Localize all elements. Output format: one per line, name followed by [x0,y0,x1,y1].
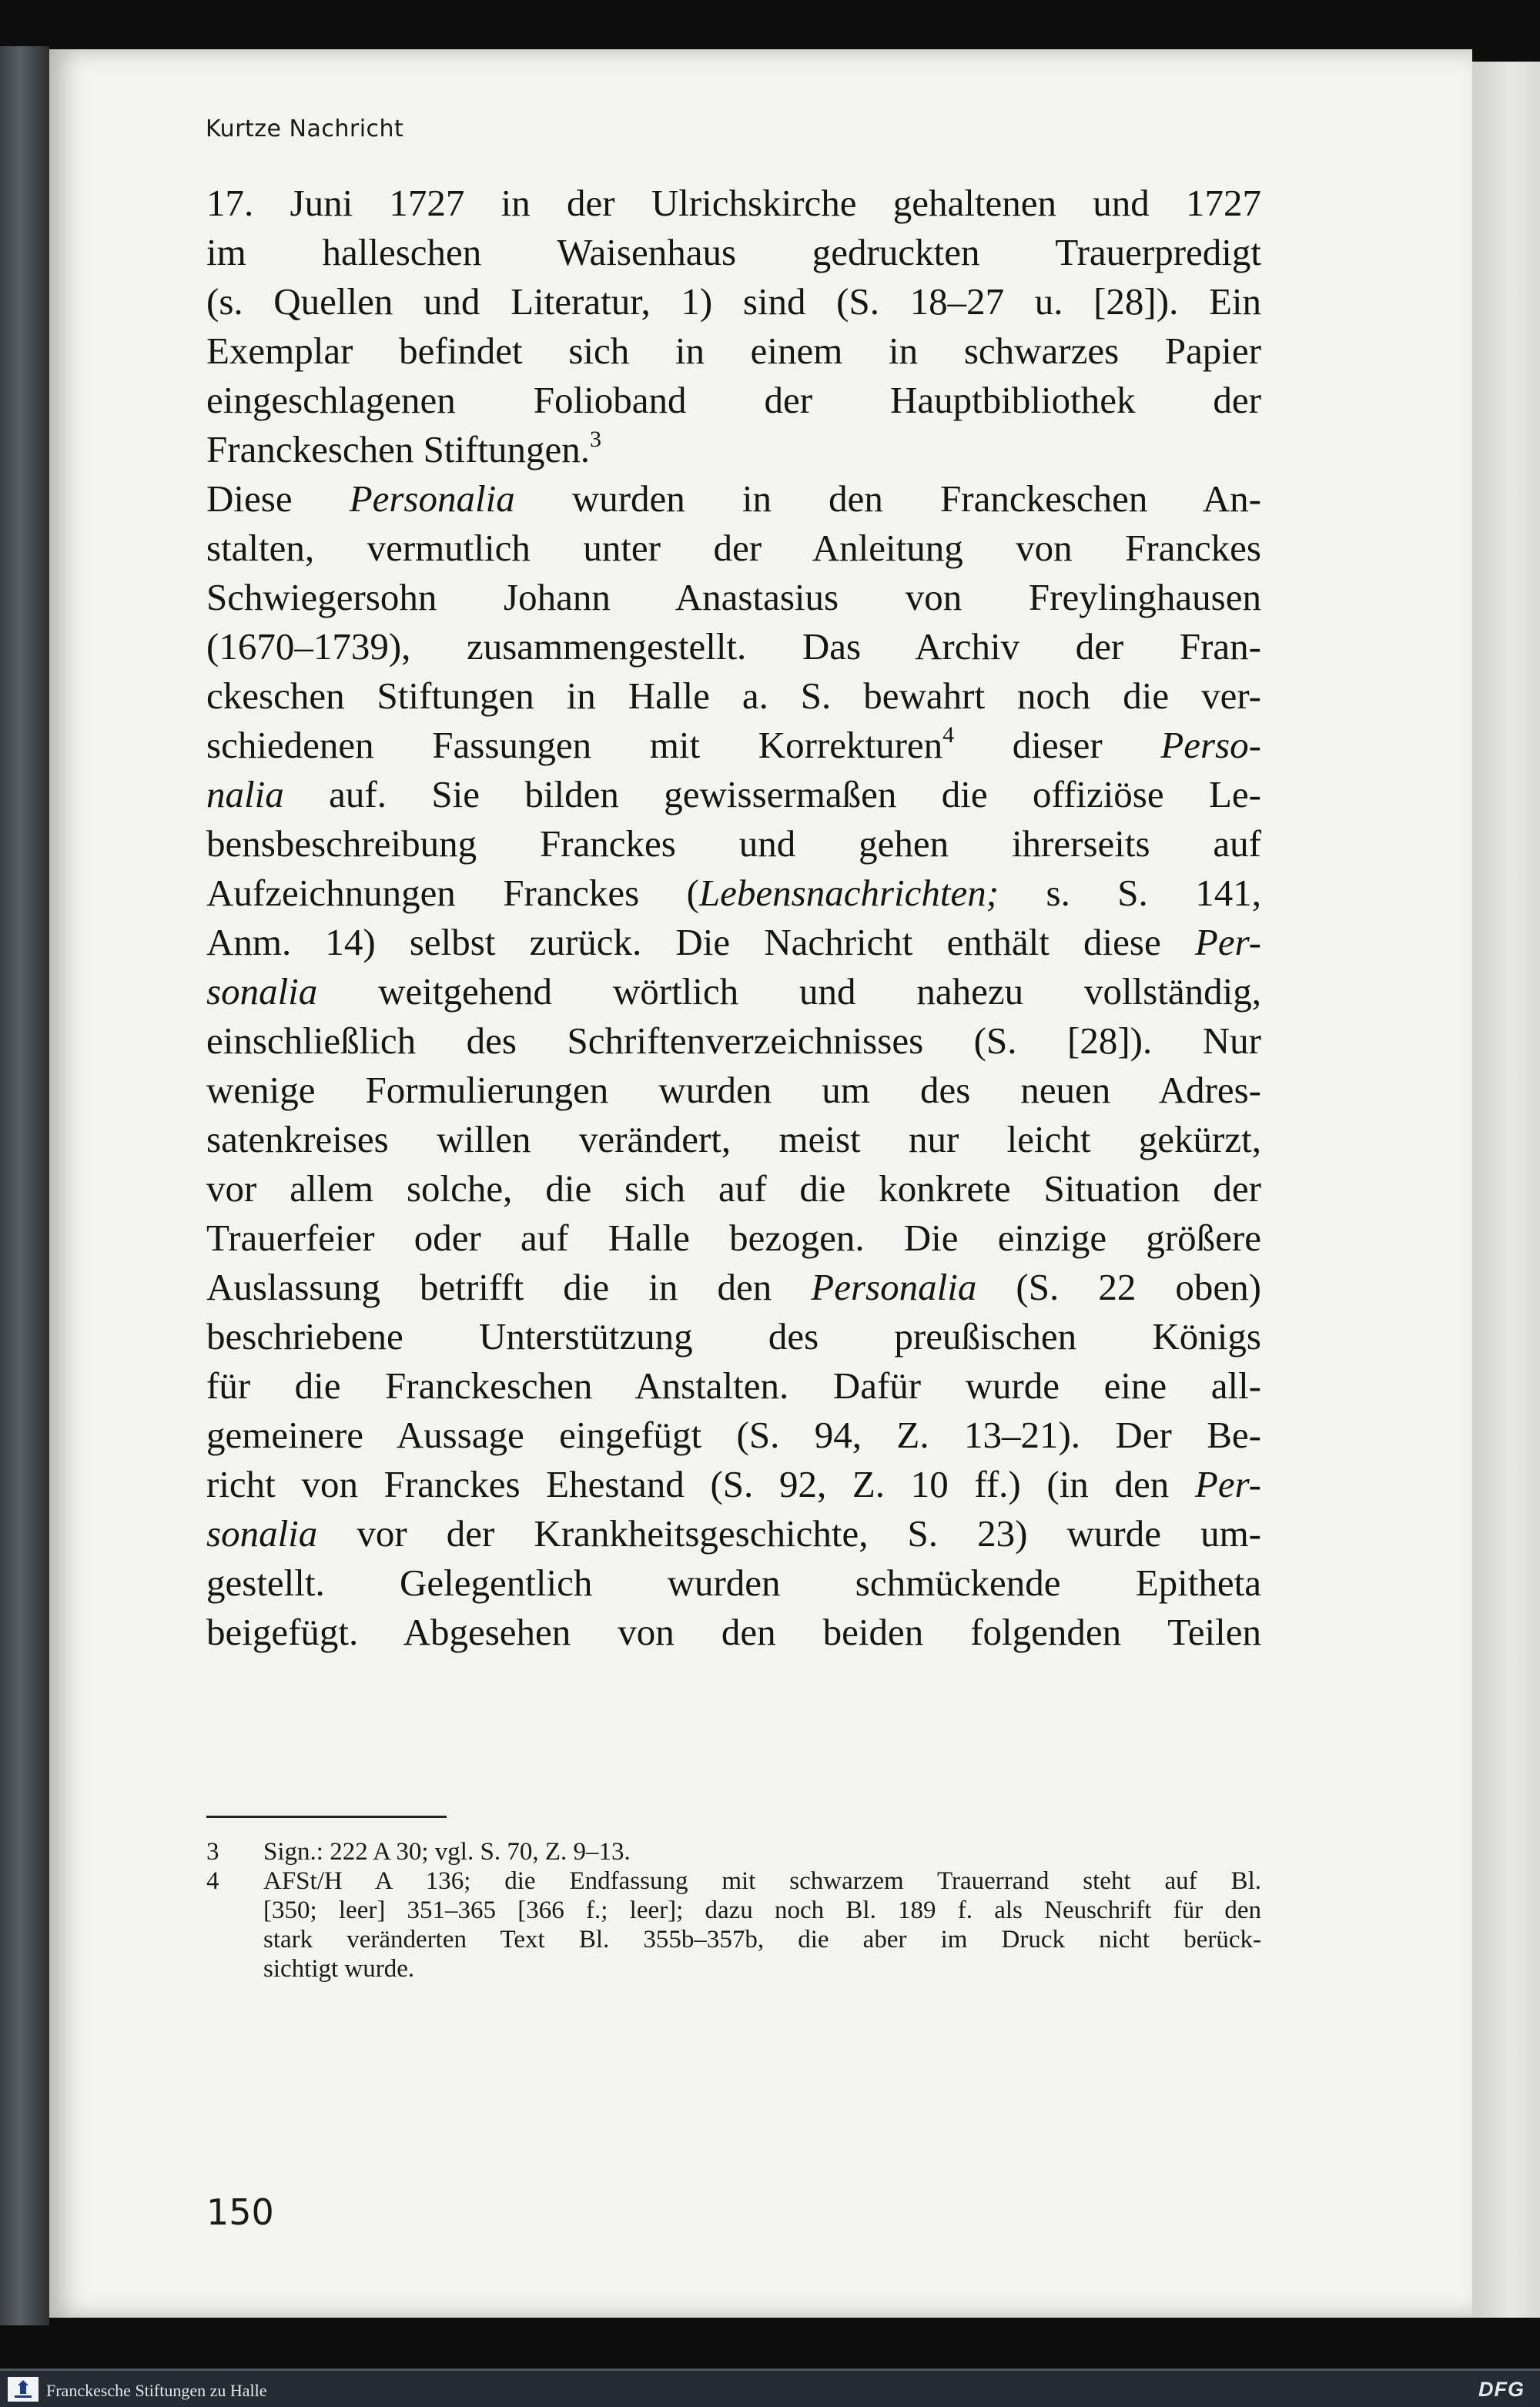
text-line [206,1411,1261,1460]
footnote [206,1866,1261,1984]
text-segment: Aufzeichnungen Franckes ( [206,872,699,914]
text-segment: schiedenen Fassungen mit Korrekturen [206,724,943,766]
text-segment: dieser [954,724,1161,766]
text-segment: beschriebene Unterstützung des preußischen Königs [206,1315,1261,1357]
text-segment: beigefügt. Abgesehen von den beiden folgenden Teilen [206,1611,1261,1653]
text-segment: im halleschen Waisenhaus gedruckten Trauerpredigt [206,231,1261,273]
footnote-line: AFSt/H A 136; die Endfassung mit schwarzem Trauerrand steht auf Bl. [263,1867,1261,1895]
text-segment: (S. 22 oben) [976,1266,1261,1308]
text-segment: wenige Formulierungen wurden um des neuen Adres- [206,1069,1261,1111]
page-number: 150 [206,2191,274,2233]
italic-term: sonalia [206,1512,318,1555]
text-segment: Schwiegersohn Johann Anastasius von Freylinghausen [206,576,1261,618]
text-line [206,622,1261,671]
footnote-rule [206,1816,447,1818]
text-line [206,1066,1261,1115]
text-line [206,1361,1261,1411]
footnote [206,1837,1261,1866]
text-line [206,721,1261,770]
text-line [206,1558,1261,1608]
text-line [206,228,1261,277]
text-line [206,376,1261,425]
running-head: Kurtze Nachricht [206,115,404,142]
text-line [206,524,1261,573]
footnotes [206,1837,1261,1984]
text-line [206,1164,1261,1214]
footnote-line: sichtigt wurde. [263,1955,415,1983]
text-line [206,869,1261,918]
text-line [206,474,1261,524]
text-line [206,277,1261,326]
text-line [206,1509,1261,1558]
text-line [206,1460,1261,1509]
text-segment: wurden in den Franckeschen An- [514,477,1261,520]
text-segment: satenkreises willen verändert, meist nur leicht gekürzt, [206,1118,1261,1160]
book-spine-edge [0,46,49,2325]
viewer-footer-bar [0,2369,1540,2407]
text-line [206,918,1261,967]
text-line [206,1263,1261,1312]
text-segment: auf. Sie bilden gewissermaßen die offiziöse Le- [283,773,1261,815]
text-segment: s. S. 141, [999,872,1261,914]
adjacent-page-edge [1472,62,1540,2318]
institution-logo-icon [8,2377,38,2402]
institution-name: Franckesche Stiftungen zu Halle [46,2381,267,2400]
footnote-text [263,1866,1261,1984]
text-line [206,819,1261,869]
italic-term: Per- [1194,921,1261,963]
text-line [206,770,1261,819]
text-segment: Trauerfeier oder auf Halle bezogen. Die einzige größere [206,1217,1261,1259]
footnote-line: stark veränderten Text Bl. 355b–357b, die aber im Druck nicht berück- [263,1926,1261,1953]
text-segment: Diese [206,477,350,520]
text-line [206,1608,1261,1657]
text-line [206,425,1261,474]
italic-term: Lebensnachrichten; [698,872,999,914]
text-line [206,179,1261,228]
text-segment: weitgehend wörtlich und nahezu vollständig, [317,970,1261,1013]
text-segment: 17. Juni 1727 in der Ulrichskirche gehaltenen und 1727 [206,182,1261,224]
italic-term: Personalia [349,477,515,520]
italic-term: Perso- [1160,724,1261,766]
text-segment: (1670–1739), zusammengestellt. Das Archiv der Fran- [206,625,1261,668]
text-segment: bensbeschreibung Franckes und gehen ihrerseits auf [206,822,1261,865]
text-segment: einschließlich des Schriftenverzeichnisses (S. [28]). Nur [206,1019,1261,1062]
italic-term: Personalia [811,1266,977,1308]
italic-term: sonalia [206,970,318,1013]
text-segment: Exemplar befindet sich in einem in schwarzes Papier [206,330,1261,372]
footnote-line: [350; leer] 351–365 [366 f.; leer]; dazu noch Bl. 189 f. als Neuschrift für den [263,1896,1261,1924]
footnote-marker: 4 [942,722,955,748]
dfg-logo: DFG [1478,2378,1525,2401]
footnote-text [263,1837,1261,1866]
text-segment: (s. Quellen und Literatur, 1) sind (S. 18–27 u. [28]). Ein [206,280,1261,323]
text-segment: richt von Franckes Ehestand (S. 92, Z. 10 ff.) (in den [206,1463,1195,1505]
text-segment: ckeschen Stiftungen in Halle a. S. bewahrt noch die ver- [206,675,1261,717]
text-segment: gestellt. Gelegentlich wurden schmückende Epitheta [206,1562,1261,1604]
text-segment: Franckeschen Stiftungen. [206,428,591,470]
text-line [206,1115,1261,1164]
text-segment: stalten, vermutlich unter der Anleitung von Franckes [206,527,1261,569]
text-segment: Auslassung betrifft die in den [206,1266,812,1308]
text-segment: vor der Krankheitsgeschichte, S. 23) wurde um- [317,1512,1261,1555]
text-line [206,1016,1261,1066]
text-segment: eingeschlagenen Folioband der Hauptbibliothek der [206,379,1261,421]
text-line [206,967,1261,1016]
text-segment: vor allem solche, die sich auf die konkrete Situation der [206,1167,1261,1210]
text-segment: gemeinere Aussage eingefügt (S. 94, Z. 13–21). Der Be- [206,1414,1261,1456]
text-line [206,1312,1261,1361]
footnote-number: 4 [206,1867,219,1895]
footnote-number: 3 [206,1838,219,1866]
text-line [206,573,1261,622]
footnote-marker: 3 [590,427,602,452]
text-line [206,1214,1261,1263]
text-line [206,671,1261,721]
text-segment: Anm. 14) selbst zurück. Die Nachricht enthält diese [206,921,1195,963]
italic-term: nalia [206,773,284,815]
body-text [206,179,1261,1657]
text-line [206,326,1261,376]
text-segment: für die Franckeschen Anstalten. Dafür wurde eine all- [206,1364,1261,1407]
italic-term: Per- [1194,1463,1261,1505]
footnote-line: Sign.: 222 A 30; vgl. S. 70, Z. 9–13. [263,1838,631,1866]
